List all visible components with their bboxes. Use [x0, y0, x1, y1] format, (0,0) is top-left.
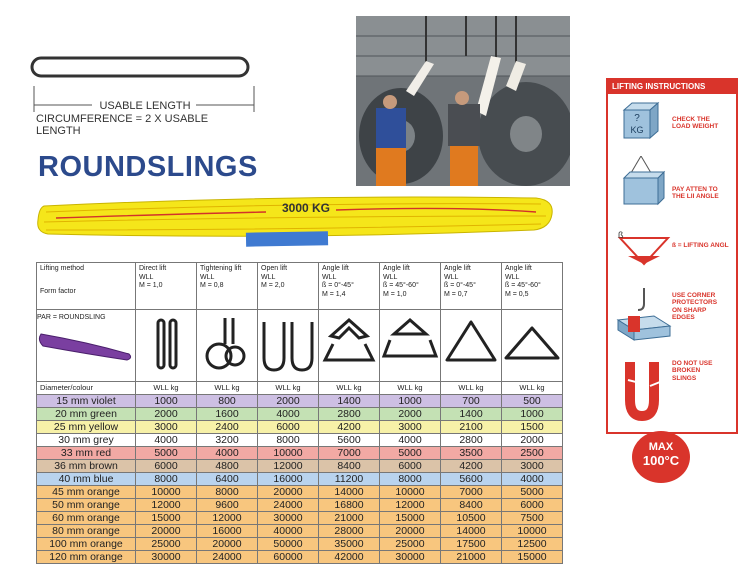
header-m2: M = 0,5 — [505, 290, 529, 298]
table-row — [37, 421, 563, 434]
max-temperature-badge — [632, 431, 690, 483]
angle-lift-icon — [502, 314, 562, 374]
header-m2: M = 0,7 — [444, 290, 468, 298]
wll-value-cell: 2000 — [380, 408, 441, 421]
diameter-cell: 40 mm blue — [37, 473, 136, 486]
wll-value-cell: 12000 — [258, 460, 319, 473]
max-label: MAX — [648, 441, 674, 453]
broken-sling-icon — [614, 356, 674, 426]
wll-value-cell: 4200 — [319, 421, 380, 434]
wll-value-cell: 10000 — [380, 486, 441, 499]
wll-value-cell: 4000 — [502, 473, 563, 486]
header-wll: WLL — [139, 273, 154, 281]
wll-value-cell: 40000 — [258, 525, 319, 538]
figure-row — [37, 310, 563, 382]
diameter-cell: 100 mm orange — [37, 538, 136, 551]
header-m2: M = 1,0 — [383, 290, 407, 298]
wll-value-cell: 14000 — [441, 525, 502, 538]
unit-label: WLL kg — [380, 382, 441, 395]
wll-value-cell: 1400 — [441, 408, 502, 421]
method-column-header — [136, 263, 197, 310]
wll-value-cell: 7000 — [441, 486, 502, 499]
wll-value-cell: 42000 — [319, 551, 380, 564]
sling-label: 3000 KG — [281, 201, 331, 215]
wll-value-cell: 4200 — [441, 460, 502, 473]
wll-value-cell: 1500 — [502, 421, 563, 434]
page-title: ROUNDSLINGS — [38, 151, 258, 183]
figure-cell — [197, 310, 258, 382]
wll-value-cell: 6000 — [136, 460, 197, 473]
wll-value-cell: 12500 — [502, 538, 563, 551]
diameter-cell: 33 mm red — [37, 447, 136, 460]
wll-value-cell: 16000 — [258, 473, 319, 486]
wll-value-cell: 8000 — [380, 473, 441, 486]
wll-value-cell: 10000 — [502, 525, 563, 538]
angle-lift-icon — [319, 314, 379, 374]
wll-value-cell: 5000 — [502, 486, 563, 499]
wll-value-cell: 25000 — [136, 538, 197, 551]
wll-table — [36, 262, 563, 564]
wll-value-cell: 10500 — [441, 512, 502, 525]
instruction-text: CHECK THE LOAD WEIGHT — [672, 116, 719, 131]
wll-value-cell: 8000 — [197, 486, 258, 499]
wll-value-cell: 6000 — [380, 460, 441, 473]
table-row — [37, 525, 563, 538]
wll-value-cell: 3500 — [441, 447, 502, 460]
wll-value-cell: 12000 — [197, 512, 258, 525]
header-method: Tightening lift — [200, 265, 242, 272]
header-method: Angle lift — [505, 265, 532, 272]
svg-text:ß: ß — [618, 230, 624, 240]
method-column-header — [197, 263, 258, 310]
form-factor-label: Form factor — [40, 287, 76, 295]
unit-row — [37, 382, 563, 395]
instruction-text: USE CORNER PROTECTORS ON SHARP EDGES — [672, 292, 718, 322]
header-m2: M = 1,4 — [322, 290, 346, 298]
unit-label: WLL kg — [441, 382, 502, 395]
unit-label: WLL kg — [319, 382, 380, 395]
lifting-method-label: Lifting method — [40, 265, 84, 272]
wll-value-cell: 500 — [502, 395, 563, 408]
wll-value-cell: 2000 — [502, 434, 563, 447]
header-wll: WLL — [444, 273, 459, 281]
wll-value-cell: 20000 — [197, 538, 258, 551]
wll-value-cell: 14000 — [319, 486, 380, 499]
tightening-lift-icon — [197, 314, 257, 374]
header-m: M = 0,8 — [200, 282, 224, 289]
wll-value-cell: 12000 — [380, 499, 441, 512]
wll-value-cell: 7500 — [502, 512, 563, 525]
diameter-cell: 60 mm orange — [37, 512, 136, 525]
header-m: M = 2,0 — [261, 282, 285, 289]
wll-value-cell: 11200 — [319, 473, 380, 486]
wll-value-cell: 6000 — [502, 499, 563, 512]
diameter-cell: 45 mm orange — [37, 486, 136, 499]
wll-value-cell: 2000 — [258, 395, 319, 408]
instructions-heading: LIFTING INSTRUCTIONS — [608, 80, 736, 94]
diameter-cell: 20 mm green — [37, 408, 136, 421]
header-wll: WLL — [261, 273, 276, 281]
wll-value-cell: 1000 — [502, 408, 563, 421]
wll-value-cell: 12000 — [136, 499, 197, 512]
angle-box-icon — [614, 156, 674, 210]
table-row — [37, 434, 563, 447]
wll-value-cell: 4000 — [136, 434, 197, 447]
svg-text:?: ? — [634, 113, 640, 124]
unit-label: WLL kg — [258, 382, 319, 395]
wll-value-cell: 20000 — [136, 525, 197, 538]
wll-value-cell: 30000 — [136, 551, 197, 564]
header-m: ß = 45°-60° — [383, 282, 419, 289]
wll-value-cell: 30000 — [380, 551, 441, 564]
table-row — [37, 538, 563, 551]
table-row — [37, 473, 563, 486]
header-method: Angle lift — [322, 265, 349, 272]
wll-value-cell: 15000 — [380, 512, 441, 525]
header-method: Angle lift — [383, 265, 410, 272]
header-wll: WLL — [383, 273, 398, 281]
instruction-broken-slings — [608, 356, 736, 426]
wll-value-cell: 4800 — [197, 460, 258, 473]
method-column-header — [380, 263, 441, 310]
header-row — [37, 263, 563, 310]
lifting-instructions-panel — [606, 78, 738, 434]
wll-value-cell: 4000 — [258, 408, 319, 421]
wll-value-cell: 2500 — [502, 447, 563, 460]
wll-value-cell: 1400 — [319, 395, 380, 408]
par-cell — [37, 310, 136, 382]
wll-value-cell: 25000 — [380, 538, 441, 551]
wll-value-cell: 4000 — [197, 447, 258, 460]
beta-angle-icon — [614, 230, 674, 270]
wll-value-cell: 5600 — [441, 473, 502, 486]
wll-value-cell: 28000 — [319, 525, 380, 538]
wll-value-cell: 2800 — [319, 408, 380, 421]
wll-value-cell: 5000 — [380, 447, 441, 460]
method-column-header — [441, 263, 502, 310]
weight-box-icon — [614, 100, 674, 148]
wll-value-cell: 2100 — [441, 421, 502, 434]
unit-label: WLL kg — [136, 382, 197, 395]
usable-length-label: USABLE LENGTH — [99, 100, 191, 112]
par-label: PAR = ROUNDSLING — [37, 314, 106, 321]
diameter-colour-label: Diameter/colour — [37, 382, 136, 395]
max-temp-value: 100°C — [642, 453, 680, 468]
diameter-cell: 36 mm brown — [37, 460, 136, 473]
header-method: Open lift — [261, 265, 288, 272]
wll-value-cell: 1000 — [136, 395, 197, 408]
wll-value-cell: 700 — [441, 395, 502, 408]
wll-value-cell: 35000 — [319, 538, 380, 551]
wll-value-cell: 6400 — [197, 473, 258, 486]
wll-value-cell: 2000 — [136, 408, 197, 421]
header-wll: WLL — [322, 273, 337, 281]
circumference-label: CIRCUMFERENCE = 2 X USABLE LENGTH — [36, 113, 209, 137]
wll-value-cell: 10000 — [258, 447, 319, 460]
table-row — [37, 460, 563, 473]
header-m: ß = 0°-45° — [444, 282, 476, 289]
purple-roundsling-icon — [37, 324, 135, 364]
wll-value-cell: 15000 — [136, 512, 197, 525]
diameter-cell: 15 mm violet — [37, 395, 136, 408]
instruction-text: DO NOT USE BROKEN SLINGS — [672, 360, 713, 382]
header-method: Direct lift — [139, 265, 167, 272]
wll-value-cell: 24000 — [197, 551, 258, 564]
diameter-cell: 50 mm orange — [37, 499, 136, 512]
direct-lift-icon — [136, 314, 196, 374]
wll-value-cell: 2800 — [441, 434, 502, 447]
wll-value-cell: 21000 — [441, 551, 502, 564]
wll-value-cell: 24000 — [258, 499, 319, 512]
wll-value-cell: 8400 — [319, 460, 380, 473]
header-m: ß = 0°-45° — [322, 282, 354, 289]
diameter-cell: 30 mm grey — [37, 434, 136, 447]
wll-value-cell: 5000 — [136, 447, 197, 460]
wll-value-cell: 8000 — [258, 434, 319, 447]
header-m: M = 1,0 — [139, 282, 163, 289]
table-row — [37, 551, 563, 564]
table-row — [37, 395, 563, 408]
wll-value-cell: 2400 — [197, 421, 258, 434]
figure-cell — [441, 310, 502, 382]
method-header-cell — [37, 263, 136, 310]
table-row — [37, 499, 563, 512]
product-photo — [356, 16, 570, 186]
instruction-check-weight — [608, 100, 736, 150]
open-lift-icon — [258, 314, 318, 374]
header-method: Angle lift — [444, 265, 471, 272]
instruction-text: PAY ATTEN TO THE LII ANGLE — [672, 186, 719, 201]
instruction-angle — [608, 156, 736, 212]
header-wll: WLL — [505, 273, 520, 281]
instruction-text: ß = LIFTING ANGL — [672, 242, 729, 249]
wll-value-cell: 8400 — [441, 499, 502, 512]
wll-value-cell: 15000 — [502, 551, 563, 564]
figure-cell — [136, 310, 197, 382]
instruction-corner-protectors — [608, 286, 736, 346]
wll-value-cell: 20000 — [258, 486, 319, 499]
table-row — [37, 408, 563, 421]
header-m: ß = 45°-60° — [505, 282, 541, 289]
table-row — [37, 512, 563, 525]
wll-value-cell: 60000 — [258, 551, 319, 564]
wll-value-cell: 4000 — [380, 434, 441, 447]
table-row — [37, 486, 563, 499]
instruction-beta — [608, 230, 736, 272]
wll-value-cell: 3200 — [197, 434, 258, 447]
wll-value-cell: 800 — [197, 395, 258, 408]
header-wll: WLL — [200, 273, 215, 281]
wll-value-cell: 8000 — [136, 473, 197, 486]
angle-lift-icon — [380, 314, 440, 374]
wll-value-cell: 16000 — [197, 525, 258, 538]
wll-value-cell: 21000 — [319, 512, 380, 525]
wll-value-cell: 1000 — [380, 395, 441, 408]
figure-cell — [502, 310, 563, 382]
method-column-header — [258, 263, 319, 310]
wll-value-cell: 3000 — [380, 421, 441, 434]
wll-value-cell: 50000 — [258, 538, 319, 551]
diameter-cell: 25 mm yellow — [37, 421, 136, 434]
wll-value-cell: 9600 — [197, 499, 258, 512]
wll-value-cell: 16800 — [319, 499, 380, 512]
wll-value-cell: 3000 — [136, 421, 197, 434]
svg-text:KG: KG — [630, 125, 644, 135]
figure-cell — [258, 310, 319, 382]
yellow-roundsling-image — [36, 192, 556, 250]
angle-lift-icon — [441, 314, 501, 374]
wll-value-cell: 6000 — [258, 421, 319, 434]
diameter-cell: 80 mm orange — [37, 525, 136, 538]
method-column-header — [502, 263, 563, 310]
corner-protector-icon — [614, 286, 674, 344]
wll-value-cell: 30000 — [258, 512, 319, 525]
wll-value-cell: 20000 — [380, 525, 441, 538]
diameter-cell: 120 mm orange — [37, 551, 136, 564]
loop-caption — [36, 100, 254, 137]
wll-value-cell: 3000 — [502, 460, 563, 473]
figure-cell — [380, 310, 441, 382]
table-row — [37, 447, 563, 460]
figure-cell — [319, 310, 380, 382]
wll-value-cell: 7000 — [319, 447, 380, 460]
unit-label: WLL kg — [197, 382, 258, 395]
wll-value-cell: 1600 — [197, 408, 258, 421]
wll-value-cell: 17500 — [441, 538, 502, 551]
wll-value-cell: 5600 — [319, 434, 380, 447]
wll-value-cell: 10000 — [136, 486, 197, 499]
method-column-header — [319, 263, 380, 310]
unit-label: WLL kg — [502, 382, 563, 395]
